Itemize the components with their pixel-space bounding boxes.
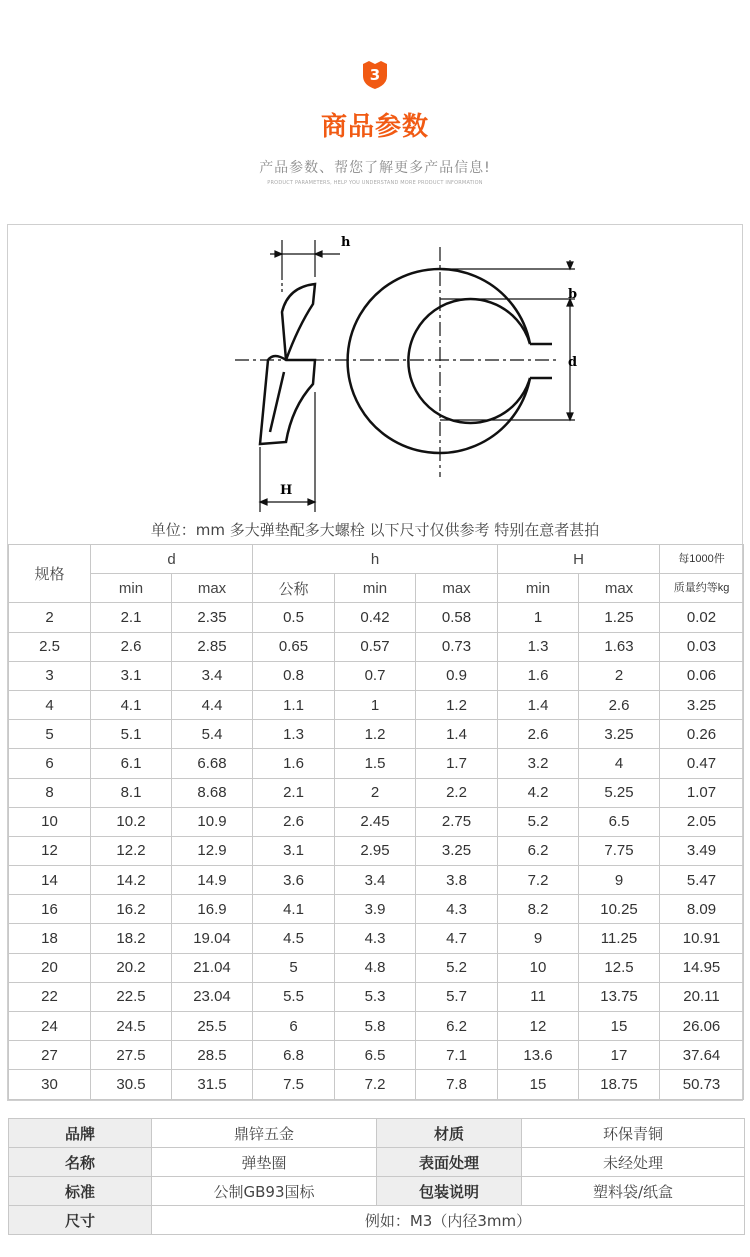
spec-cell: 27 xyxy=(9,1041,91,1070)
spec-cell: 10.2 xyxy=(91,807,172,836)
spec-cell: 37.64 xyxy=(660,1041,744,1070)
spec-row xyxy=(9,661,744,690)
spec-cell: 16.2 xyxy=(91,895,172,924)
spec-cell: 21.04 xyxy=(172,953,253,982)
spec-cell: 25.5 xyxy=(172,1012,253,1041)
spec-header-row xyxy=(9,545,744,574)
spec-cell: 1.3 xyxy=(253,720,335,749)
spec-cell: 1.7 xyxy=(416,749,498,778)
spec-row xyxy=(9,924,744,953)
spec-cell: 2.6 xyxy=(579,690,660,719)
spec-cell: 50.73 xyxy=(660,1070,744,1099)
material-label: 材质 xyxy=(377,1119,522,1148)
spec-cell: 5.7 xyxy=(416,982,498,1011)
spec-cell: 2.6 xyxy=(91,632,172,661)
spec-cell: 7.1 xyxy=(416,1041,498,1070)
subheader-h-nominal: 公称 xyxy=(253,574,335,603)
spec-cell: 2.6 xyxy=(498,720,579,749)
info-row xyxy=(9,1148,745,1177)
spec-cell: 3.25 xyxy=(660,690,744,719)
spec-cell: 12 xyxy=(498,1012,579,1041)
spec-cell: 24 xyxy=(9,1012,91,1041)
spec-cell: 3.25 xyxy=(416,836,498,865)
product-info-table xyxy=(8,1118,745,1235)
spec-cell: 0.03 xyxy=(660,632,744,661)
spec-cell: 3.1 xyxy=(253,836,335,865)
spec-cell: 0.7 xyxy=(335,661,416,690)
spec-cell: 4 xyxy=(579,749,660,778)
spec-cell: 4 xyxy=(9,690,91,719)
spec-cell: 28.5 xyxy=(172,1041,253,1070)
spec-cell: 1.2 xyxy=(335,720,416,749)
spec-cell: 20 xyxy=(9,953,91,982)
spec-row xyxy=(9,1012,744,1041)
spec-cell: 10.9 xyxy=(172,807,253,836)
spec-row xyxy=(9,1041,744,1070)
dim-label-b: b xyxy=(568,287,578,302)
spec-row xyxy=(9,720,744,749)
spec-cell: 1.63 xyxy=(579,632,660,661)
unit-note: 单位：mm 多大弹垫配多大螺栓 以下尺寸仅供参考 特别在意者甚拍 xyxy=(150,521,600,539)
spec-row xyxy=(9,866,744,895)
spec-cell: 4.8 xyxy=(335,953,416,982)
spec-cell: 1.6 xyxy=(498,661,579,690)
subheader-h-min: min xyxy=(335,574,416,603)
spec-cell: 6 xyxy=(253,1012,335,1041)
spec-row xyxy=(9,953,744,982)
header-d: d xyxy=(91,545,253,574)
spec-cell: 13.6 xyxy=(498,1041,579,1070)
info-row xyxy=(9,1206,745,1235)
spec-cell: 4.3 xyxy=(335,924,416,953)
spec-cell: 6.5 xyxy=(335,1041,416,1070)
spec-cell: 0.8 xyxy=(253,661,335,690)
front-view-ring xyxy=(348,269,552,453)
spec-cell: 6.2 xyxy=(498,836,579,865)
spec-row xyxy=(9,603,744,632)
spec-cell: 5 xyxy=(253,953,335,982)
spec-cell: 18 xyxy=(9,924,91,953)
spec-cell: 27.5 xyxy=(91,1041,172,1070)
spec-cell: 2.1 xyxy=(91,603,172,632)
spec-cell: 5.2 xyxy=(416,953,498,982)
spec-cell: 6.1 xyxy=(91,749,172,778)
spec-cell: 3.4 xyxy=(172,661,253,690)
spec-cell: 24.5 xyxy=(91,1012,172,1041)
spec-subheader-row xyxy=(9,574,744,603)
spec-cell: 10.25 xyxy=(579,895,660,924)
spec-cell: 6.68 xyxy=(172,749,253,778)
spec-cell: 4.3 xyxy=(416,895,498,924)
section-subtitle-english: PRODUCT PARAMETERS, HELP YOU UNDERSTAND MORE PRODUCT INFORMATION xyxy=(267,180,483,186)
package-value: 塑料袋/纸盒 xyxy=(522,1177,745,1206)
spec-cell: 15 xyxy=(498,1070,579,1099)
spec-row xyxy=(9,1070,744,1099)
spec-cell: 2.2 xyxy=(416,778,498,807)
spec-cell: 20.11 xyxy=(660,982,744,1011)
header-spec: 规格 xyxy=(9,545,91,603)
brand-value: 鼎锌五金 xyxy=(152,1119,377,1148)
spec-cell: 14.9 xyxy=(172,866,253,895)
spec-row xyxy=(9,632,744,661)
spec-cell: 20.2 xyxy=(91,953,172,982)
dim-label-h: h xyxy=(341,235,351,250)
spec-cell: 2.45 xyxy=(335,807,416,836)
spec-cell: 2.05 xyxy=(660,807,744,836)
brand-label: 品牌 xyxy=(9,1119,152,1148)
spec-cell: 3.25 xyxy=(579,720,660,749)
surface-value: 未经处理 xyxy=(522,1148,745,1177)
header-H: H xyxy=(498,545,660,574)
spec-cell: 1.5 xyxy=(335,749,416,778)
spec-cell: 14.95 xyxy=(660,953,744,982)
spec-cell: 12.5 xyxy=(579,953,660,982)
spec-cell: 4.2 xyxy=(498,778,579,807)
spec-cell: 12 xyxy=(9,836,91,865)
header-h: h xyxy=(253,545,498,574)
standard-label: 标准 xyxy=(9,1177,152,1206)
spec-cell: 18.2 xyxy=(91,924,172,953)
spec-row xyxy=(9,778,744,807)
header-weight-line2: 质量约等kg xyxy=(660,574,744,603)
spec-cell: 8.1 xyxy=(91,778,172,807)
spec-cell: 7.2 xyxy=(498,866,579,895)
spec-cell: 16 xyxy=(9,895,91,924)
spec-cell: 2.6 xyxy=(253,807,335,836)
spec-cell: 0.9 xyxy=(416,661,498,690)
spec-cell: 0.02 xyxy=(660,603,744,632)
spec-cell: 3.1 xyxy=(91,661,172,690)
spec-cell: 1.25 xyxy=(579,603,660,632)
section-header xyxy=(0,0,750,220)
size-value: 例如：M3（内径3mm） xyxy=(152,1206,745,1235)
name-label: 名称 xyxy=(9,1148,152,1177)
spec-cell: 8 xyxy=(9,778,91,807)
spec-cell: 3.49 xyxy=(660,836,744,865)
spec-cell: 10.91 xyxy=(660,924,744,953)
subheader-H-max: max xyxy=(579,574,660,603)
spec-row xyxy=(9,807,744,836)
spec-cell: 11 xyxy=(498,982,579,1011)
spec-cell: 5.25 xyxy=(579,778,660,807)
spec-cell: 1.1 xyxy=(253,690,335,719)
spec-cell: 5.4 xyxy=(172,720,253,749)
spec-cell: 1.07 xyxy=(660,778,744,807)
spec-cell: 5 xyxy=(9,720,91,749)
spec-cell: 7.75 xyxy=(579,836,660,865)
spec-cell: 19.04 xyxy=(172,924,253,953)
spec-cell: 10 xyxy=(9,807,91,836)
subheader-d-min: min xyxy=(91,574,172,603)
spec-row xyxy=(9,895,744,924)
spec-cell: 9 xyxy=(498,924,579,953)
spec-cell: 14.2 xyxy=(91,866,172,895)
spec-cell: 0.65 xyxy=(253,632,335,661)
section-number-badge xyxy=(361,60,389,90)
spec-cell: 4.4 xyxy=(172,690,253,719)
spec-cell: 12.9 xyxy=(172,836,253,865)
spec-cell: 14 xyxy=(9,866,91,895)
spec-cell: 23.04 xyxy=(172,982,253,1011)
spec-cell: 2.5 xyxy=(9,632,91,661)
spec-row xyxy=(9,749,744,778)
spec-cell: 9 xyxy=(579,866,660,895)
section-title: 商品参数 xyxy=(320,112,429,142)
dim-label-d: d xyxy=(568,355,578,370)
spec-cell: 7.5 xyxy=(253,1070,335,1099)
spec-cell: 4.5 xyxy=(253,924,335,953)
spec-cell: 6 xyxy=(9,749,91,778)
spec-cell: 3.9 xyxy=(335,895,416,924)
spec-cell: 0.57 xyxy=(335,632,416,661)
subheader-d-max: max xyxy=(172,574,253,603)
spec-cell: 2.85 xyxy=(172,632,253,661)
spec-cell: 1.6 xyxy=(253,749,335,778)
spec-cell: 11.25 xyxy=(579,924,660,953)
spec-cell: 26.06 xyxy=(660,1012,744,1041)
spec-cell: 3 xyxy=(9,661,91,690)
spec-cell: 0.42 xyxy=(335,603,416,632)
spec-cell: 2 xyxy=(579,661,660,690)
size-label: 尺寸 xyxy=(9,1206,152,1235)
header-weight-line1: 每1000件 xyxy=(660,545,744,574)
badge-number: 3 xyxy=(369,66,381,84)
spec-cell: 0.5 xyxy=(253,603,335,632)
spec-cell: 7.2 xyxy=(335,1070,416,1099)
spec-cell: 0.73 xyxy=(416,632,498,661)
spec-cell: 5.1 xyxy=(91,720,172,749)
spec-cell: 5.5 xyxy=(253,982,335,1011)
spec-cell: 3.4 xyxy=(335,866,416,895)
side-view-shape xyxy=(260,284,315,444)
spec-cell: 0.58 xyxy=(416,603,498,632)
spec-cell: 3.6 xyxy=(253,866,335,895)
spec-cell: 0.47 xyxy=(660,749,744,778)
spec-row xyxy=(9,690,744,719)
spec-cell: 17 xyxy=(579,1041,660,1070)
subheader-h-max: max xyxy=(416,574,498,603)
spec-cell: 22 xyxy=(9,982,91,1011)
spec-cell: 2.95 xyxy=(335,836,416,865)
spec-cell: 5.3 xyxy=(335,982,416,1011)
spec-cell: 8.09 xyxy=(660,895,744,924)
spec-cell: 1 xyxy=(335,690,416,719)
surface-label: 表面处理 xyxy=(377,1148,522,1177)
spec-cell: 6.2 xyxy=(416,1012,498,1041)
spec-cell: 0.06 xyxy=(660,661,744,690)
spec-cell: 15 xyxy=(579,1012,660,1041)
spec-cell: 4.1 xyxy=(253,895,335,924)
info-row xyxy=(9,1119,745,1148)
spec-cell: 22.5 xyxy=(91,982,172,1011)
spec-cell: 5.2 xyxy=(498,807,579,836)
standard-value: 公制GB93国标 xyxy=(152,1177,377,1206)
spec-cell: 12.2 xyxy=(91,836,172,865)
subheader-H-min: min xyxy=(498,574,579,603)
spec-cell: 30 xyxy=(9,1070,91,1099)
spec-cell: 2 xyxy=(335,778,416,807)
material-value: 环保青铜 xyxy=(522,1119,745,1148)
spec-cell: 1.4 xyxy=(498,690,579,719)
spec-cell: 31.5 xyxy=(172,1070,253,1099)
spec-cell: 3.8 xyxy=(416,866,498,895)
package-label: 包装说明 xyxy=(377,1177,522,1206)
spec-row xyxy=(9,982,744,1011)
spec-cell: 2.75 xyxy=(416,807,498,836)
spec-cell: 1.4 xyxy=(416,720,498,749)
spec-cell: 30.5 xyxy=(91,1070,172,1099)
spec-cell: 8.68 xyxy=(172,778,253,807)
info-row xyxy=(9,1177,745,1206)
spec-cell: 16.9 xyxy=(172,895,253,924)
spec-cell: 0.26 xyxy=(660,720,744,749)
section-subtitle: 产品参数、帮您了解更多产品信息! xyxy=(259,160,491,176)
spec-cell: 4.7 xyxy=(416,924,498,953)
spec-cell: 5.47 xyxy=(660,866,744,895)
spec-cell: 1 xyxy=(498,603,579,632)
spec-cell: 13.75 xyxy=(579,982,660,1011)
spec-cell: 6.5 xyxy=(579,807,660,836)
spec-cell: 1.2 xyxy=(416,690,498,719)
spec-cell: 8.2 xyxy=(498,895,579,924)
spec-cell: 7.8 xyxy=(416,1070,498,1099)
spec-cell: 4.1 xyxy=(91,690,172,719)
spec-cell: 10 xyxy=(498,953,579,982)
spec-cell: 2 xyxy=(9,603,91,632)
spec-cell: 2.1 xyxy=(253,778,335,807)
spec-table xyxy=(8,544,744,1100)
dim-label-H: H xyxy=(280,483,293,498)
spec-cell: 18.75 xyxy=(579,1070,660,1099)
name-value: 弹垫圈 xyxy=(152,1148,377,1177)
spec-cell: 5.8 xyxy=(335,1012,416,1041)
spec-cell: 3.2 xyxy=(498,749,579,778)
spec-cell: 1.3 xyxy=(498,632,579,661)
spec-cell: 6.8 xyxy=(253,1041,335,1070)
spec-cell: 2.35 xyxy=(172,603,253,632)
spring-washer-drawing xyxy=(230,232,590,517)
spec-row xyxy=(9,836,744,865)
